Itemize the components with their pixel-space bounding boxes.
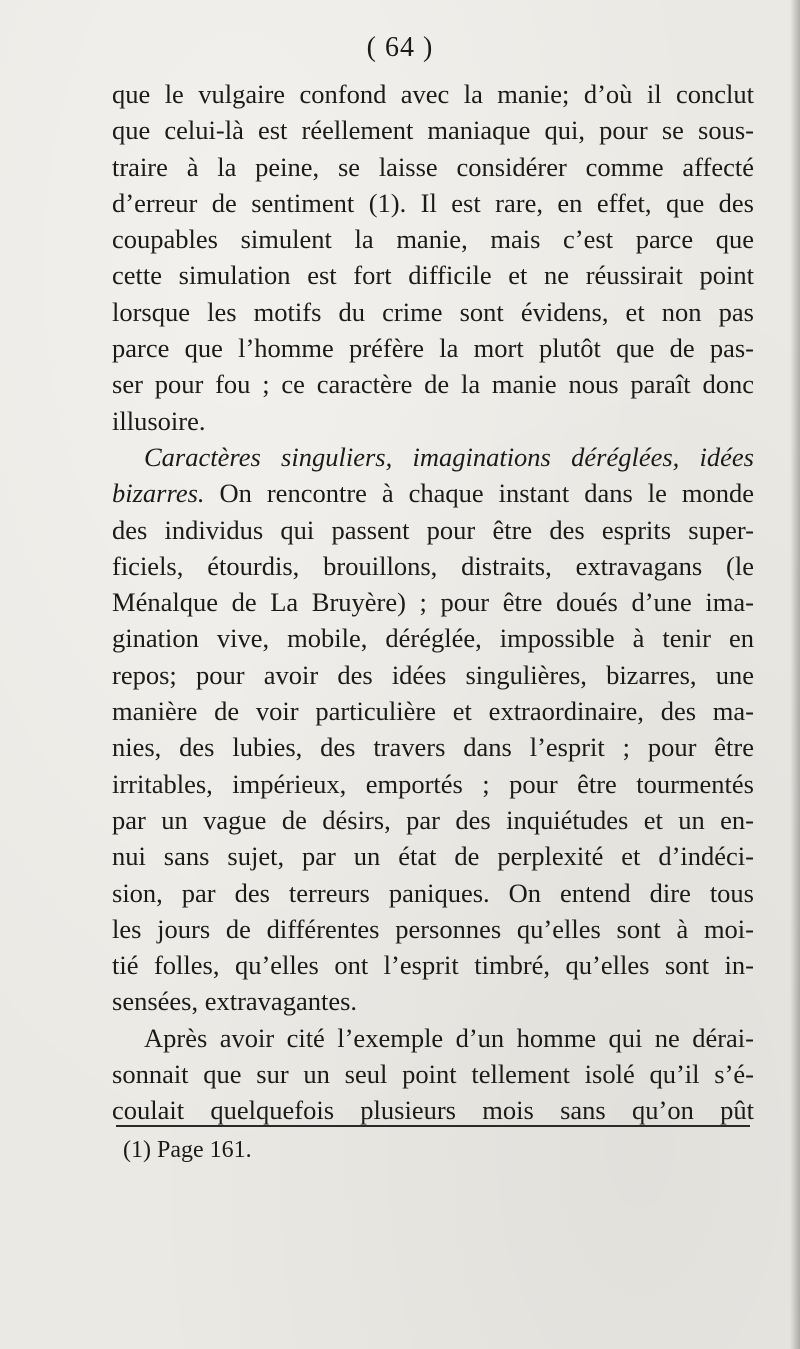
text-line: ser pour fou ; ce caractère de la manie nous paraît donc — [112, 369, 754, 400]
text-line: sensées, extravagantes. — [112, 986, 358, 1017]
text-line: traire à la peine, se laisse considérer comme affecté — [112, 151, 754, 182]
text-line: Après avoir cité l’exemple d’un homme qui ne dérai- — [144, 1022, 754, 1053]
text-line: les jours de différentes personnes qu’elles sont à moi- — [112, 913, 754, 944]
section-heading-line — [112, 439, 754, 475]
text-line: sion, par des terreurs paniques. On entend dire tous — [112, 877, 754, 908]
page-edge-shadow — [790, 0, 800, 1349]
text-line: lorsque les motifs du crime sont évidens, et non pas — [112, 296, 754, 327]
text-line: illusoire. — [112, 405, 206, 436]
body-text — [112, 76, 754, 1129]
text-line: sonnait que sur un seul point tellement isolé qu’il s’é- — [112, 1059, 754, 1090]
text-line: que le vulgaire confond avec la manie; d’où il conclut — [112, 79, 754, 109]
text-line: que celui-là est réellement maniaque qui, pour se sous- — [112, 115, 754, 146]
text-line: irritables, impérieux, emportés ; pour être tourmentés — [112, 768, 754, 799]
text-line: coupables simulent la manie, mais c’est parce que — [112, 224, 754, 255]
text-line: cette simulation est fort difficile et ne réussirait point — [112, 260, 754, 291]
text-line: d’erreur de sentiment (1). Il est rare, en effet, que des — [112, 187, 754, 218]
text-line: manière de voir particulière et extraordinaire, des ma- — [112, 696, 754, 727]
text-line: tié folles, qu’elles ont l’esprit timbré, qu’elles sont in- — [112, 950, 754, 981]
text-line: coulait quelquefois plusieurs mois sans qu’on pût — [112, 1095, 754, 1126]
footnote-rule — [116, 1125, 750, 1127]
text-line: Ménalque de La Bruyère) ; pour être doués d’une ima- — [112, 587, 754, 618]
text-line: ficiels, étourdis, brouillons, distraits, extravagans (le — [112, 550, 754, 581]
text-line: repos; pour avoir des idées singulières, bizarres, une — [112, 659, 754, 690]
page-number: ( 64 ) — [366, 32, 434, 63]
text-line: gination vive, mobile, déréglée, impossible à tenir en — [112, 623, 754, 654]
text-line: des individus qui passent pour être des esprits super- — [112, 514, 754, 545]
text-line: parce que l’homme préfère la mort plutôt que de pas- — [112, 333, 754, 364]
section-heading-end: bizarres. — [112, 478, 205, 509]
footnote: (1) Page 161. — [123, 1137, 252, 1163]
section-heading: Caractères singuliers, imaginations déréglées, idées — [144, 441, 754, 472]
text-line: nui sans sujet, par un état de perplexité et d’indéci- — [112, 841, 754, 872]
text-line: nies, des lubies, des travers dans l’esprit ; pour être — [112, 732, 754, 763]
text-line: bizarres. On rencontre à chaque instant dans le monde — [112, 478, 754, 509]
text-line: par un vague de désirs, par des inquiétudes et un en- — [112, 804, 754, 835]
